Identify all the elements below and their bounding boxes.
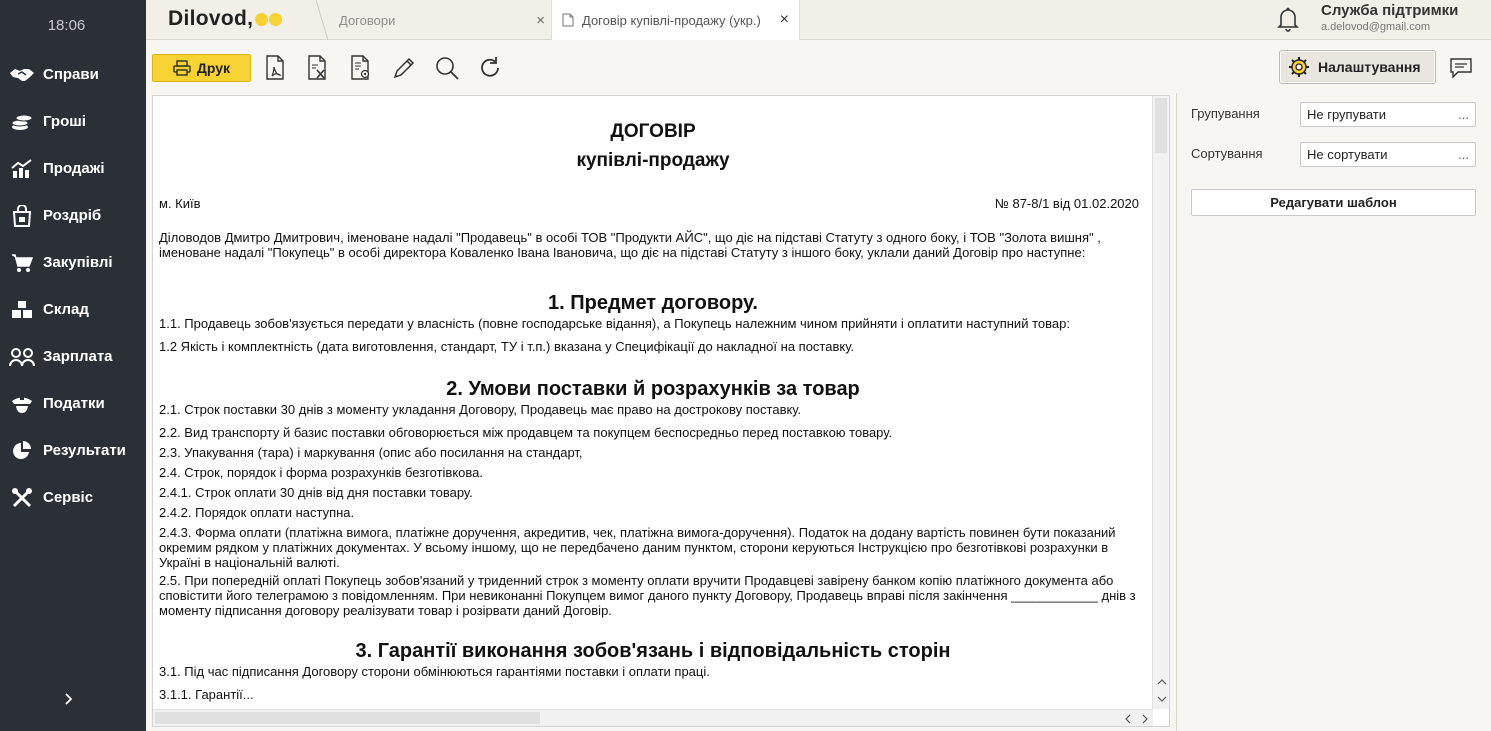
- sidebar-item-podatky[interactable]: [0, 380, 146, 427]
- tax-officer-icon: [9, 391, 35, 417]
- coins-icon: [9, 109, 35, 135]
- sales-chart-icon: [9, 156, 35, 182]
- chat-icon[interactable]: [1449, 56, 1473, 80]
- sidebar-item-spravy[interactable]: [0, 51, 146, 98]
- tab-dogovory[interactable]: [321, 0, 549, 40]
- cart-icon: [9, 250, 35, 276]
- dilovod-logo[interactable]: [168, 7, 282, 31]
- document-intro: Діловодов Дмитро Дмитрович, іменоване надалі "Продавець" в особі ТОВ "Продукти АЙС", що діє на підставі Статуту з одного боку, і ТОВ "Золота вишня" , іменоване надалі "Покупець" в особі директора Коваленко Івана Івановича, що діє на підставі Статуту з іншого боку, уклали даний Договір про наступне:: [159, 230, 1101, 260]
- edit-pencil-icon[interactable]: [391, 54, 417, 82]
- scroll-up-icon[interactable]: [1153, 674, 1170, 690]
- sidebar-item-sklad[interactable]: [0, 286, 146, 333]
- sidebar-item-label: Роздріб: [43, 207, 102, 224]
- document-settings-icon[interactable]: [348, 54, 374, 82]
- horizontal-scroll-thumb[interactable]: [155, 712, 540, 724]
- sidebar-item-label: Закупівлі: [43, 254, 113, 271]
- section-paragraph: 1.1. Продавець зобов'язується передати у власність (повне господарське відання), а Покупець належним чином прийняти і оплатити наступний товар:: [159, 316, 1070, 331]
- sidebar-item-label: Гроші: [43, 113, 86, 130]
- section-paragraph: 2.4.1. Строк оплати 30 днів від дня поставки товару.: [159, 485, 473, 500]
- document-meta: [159, 196, 1147, 214]
- support-title[interactable]: Служба підтримки: [1321, 2, 1459, 19]
- sidebar-item-rozdrib[interactable]: [0, 192, 146, 239]
- section-paragraph: 2.3. Упакування (тара) і маркування (опис або посилання на стандарт,: [159, 445, 583, 460]
- document-city: м. Київ: [159, 196, 201, 211]
- sidebar-item-zarplata[interactable]: [0, 333, 146, 380]
- section-2-title: 2. Умови поставки й розрахунків за товар: [446, 378, 860, 400]
- vertical-scrollbar[interactable]: [1152, 96, 1169, 709]
- settings-label: Налаштування: [1318, 59, 1421, 75]
- sidebar-item-label: Склад: [43, 301, 89, 318]
- section-paragraph: 3.1. Під час підписання Договору сторони обмінюються гарантіями поставки і оплати праці.: [159, 664, 710, 679]
- shopping-bag-icon: [9, 203, 35, 229]
- section-paragraph: 1.2 Якість і комплектність (дата виготовлення, стандарт, ТУ і т.п.) вказана у Специфікації до накладної на поставку.: [159, 339, 855, 354]
- logo-dots: [254, 13, 282, 26]
- document-icon: [562, 13, 574, 27]
- sidebar-nav: [0, 51, 146, 521]
- section-paragraph: 2.1. Строк поставки 30 днів з моменту укладання Договору, Продавець має право на дострокову поставку.: [159, 402, 802, 417]
- section-paragraph: 2.2. Вид транспорту й базис поставки обговорюється між продавцем та покупцем беспосредньо перед поставкою товару.: [159, 425, 893, 440]
- close-tab-icon[interactable]: ×: [779, 11, 789, 28]
- grouping-label: Групування: [1191, 106, 1260, 121]
- tab-dogovir-kupivli-prodazhu[interactable]: [551, 0, 800, 40]
- section-paragraph: 2.5. При попередній оплаті Покупець зобов'язаний у триденний строк з моменту оплати вручити Продавцеві завірену банком копію платіжного документа або сповістити його телеграмою з повідомленням. При невиконанні Покупцем вимог даного пункту Договору, Продавець вправі після закінчення ____________ днів з моменту підписання договору реалізувати товар і розірвати даний Договір.: [159, 573, 1136, 618]
- sidebar-item-servis[interactable]: [0, 474, 146, 521]
- pie-chart-icon: [9, 438, 35, 464]
- horizontal-scrollbar[interactable]: [153, 709, 1153, 726]
- gear-icon: [1288, 56, 1310, 78]
- print-label: Друк: [196, 60, 231, 76]
- section-paragraph: 2.4.2. Порядок оплати наступна.: [159, 505, 355, 520]
- expand-sidebar-icon[interactable]: [60, 691, 76, 707]
- sidebar-item-label: Продажі: [43, 160, 105, 177]
- sidebar-item-rezultaty[interactable]: [0, 427, 146, 474]
- grouping-more-icon[interactable]: ...: [1458, 107, 1469, 122]
- tab-label: Договори: [339, 12, 396, 28]
- sorting-more-icon[interactable]: ...: [1458, 147, 1469, 162]
- bell-icon[interactable]: [1276, 6, 1300, 32]
- sidebar-item-label: Зарплата: [43, 348, 113, 365]
- vertical-scroll-thumb[interactable]: [1155, 98, 1167, 153]
- sidebar-item-zakupivli[interactable]: [0, 239, 146, 286]
- sorting-label: Сортування: [1191, 146, 1263, 161]
- sidebar-item-groshi[interactable]: [0, 98, 146, 145]
- scroll-left-icon[interactable]: [1119, 710, 1136, 727]
- toolbar: [146, 41, 1491, 93]
- sidebar-item-label: Сервіс: [43, 489, 94, 506]
- document-content: [153, 96, 1153, 709]
- close-tab-icon[interactable]: ×: [536, 12, 545, 29]
- grouping-select[interactable]: [1300, 102, 1476, 127]
- support-email: a.delovod@gmail.com: [1321, 21, 1430, 33]
- tools-icon: [9, 485, 35, 511]
- document-title: ДОГОВІР: [610, 121, 696, 142]
- tab-label: Договір купівлі-продажу (укр.): [582, 12, 761, 28]
- scroll-down-icon[interactable]: [1153, 691, 1170, 707]
- sidebar-item-label: Справи: [43, 66, 99, 83]
- print-button[interactable]: [152, 54, 251, 82]
- edit-template-button[interactable]: Редагувати шаблон: [1191, 189, 1476, 216]
- section-3-title: 3. Гарантії виконання зобов'язань і відповідальність сторін: [355, 640, 951, 662]
- top-bar: [146, 0, 1491, 40]
- printer-icon: [173, 60, 191, 76]
- search-icon[interactable]: [434, 54, 460, 82]
- clock: 18:06: [47, 17, 86, 34]
- section-paragraph: 3.1.1. Гарантії...: [159, 687, 254, 702]
- sorting-value: Не сортувати: [1307, 147, 1388, 162]
- export-excel-icon[interactable]: [305, 54, 331, 82]
- scroll-right-icon[interactable]: [1136, 710, 1153, 727]
- section-paragraph: 2.4.3. Форма оплати (платіжна вимога, платіжне доручення, акредитив, чек, платіжна вимога-доручення). Податок на додану вартість повинен бути показаний окремим рядком у платіжних документах. У всьому іншому, що не передбачено даним пунктом, сторони керуються Інструкцією про безготівкові розрахунки в Україні в національній валюті.: [159, 525, 1116, 570]
- boxes-icon: [9, 297, 35, 323]
- document-subtitle: купівлі-продажу: [576, 150, 730, 171]
- document-viewer[interactable]: [152, 95, 1170, 727]
- logo-text: Dilovod,: [168, 7, 254, 30]
- refresh-icon[interactable]: [477, 54, 503, 82]
- section-1-title: 1. Предмет договору.: [548, 292, 758, 314]
- sidebar-item-label: Результати: [43, 442, 126, 459]
- sorting-select[interactable]: [1300, 142, 1476, 167]
- grouping-value: Не групувати: [1307, 107, 1387, 122]
- people-icon: [9, 344, 35, 370]
- handshake-icon: [9, 62, 35, 88]
- sidebar-item-prodazhi[interactable]: [0, 145, 146, 192]
- section-paragraph: 2.4. Строк, порядок і форма розрахунків безготівкова.: [159, 465, 483, 480]
- document-number: № 87-8/1 від 01.02.2020: [994, 196, 1139, 211]
- export-pdf-icon[interactable]: [263, 54, 289, 82]
- settings-panel: [1176, 93, 1491, 731]
- sidebar-item-label: Податки: [43, 395, 105, 412]
- sidebar: [0, 0, 146, 731]
- settings-button[interactable]: [1279, 50, 1436, 84]
